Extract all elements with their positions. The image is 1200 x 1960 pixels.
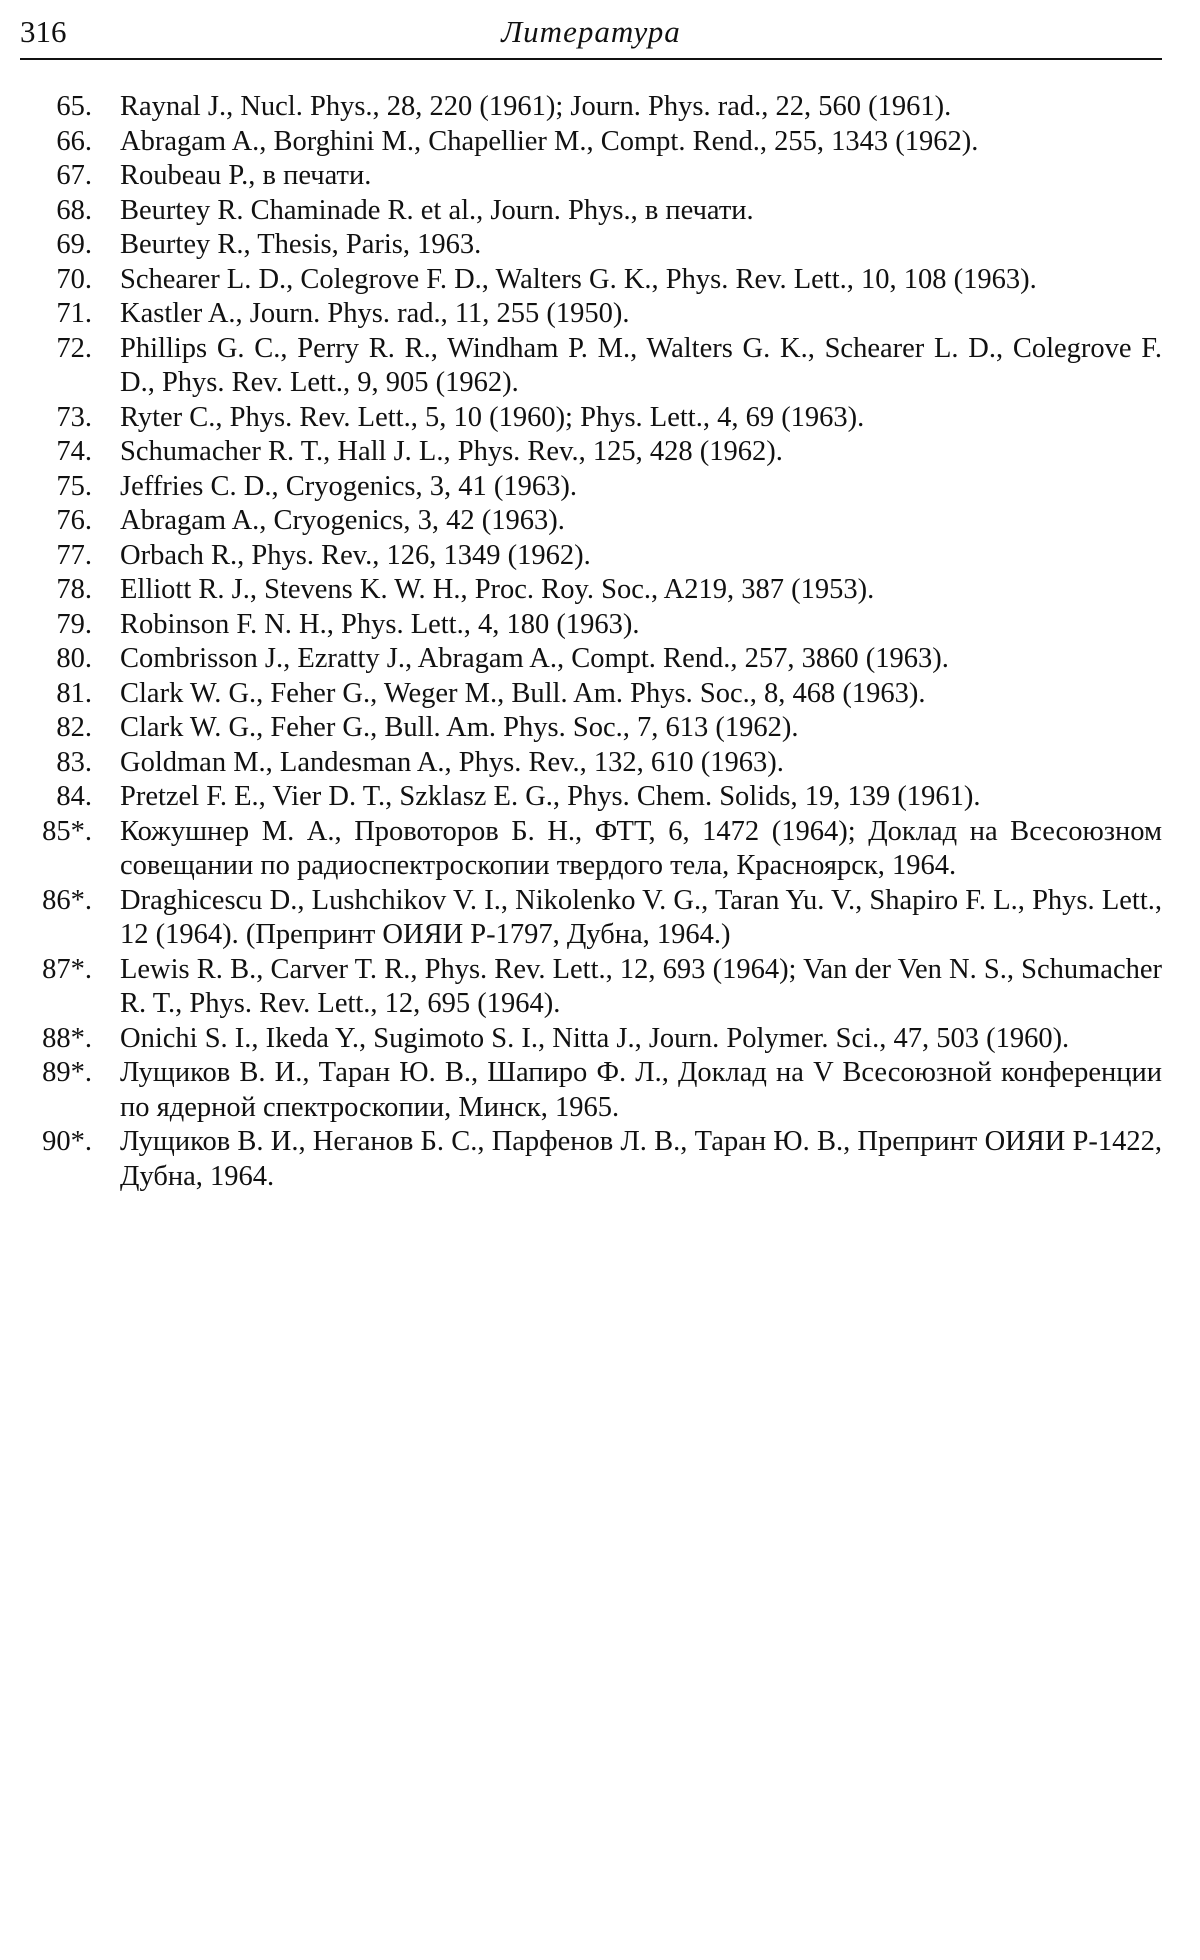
reference-number: 77.: [56, 539, 92, 571]
reference-entry: [0, 780, 1200, 815]
reference-text: Clark W. G., Feher G., Weger M., Bull. Am. Phys. Soc., 8, 468 (1963).: [120, 677, 926, 709]
reference-number: 69.: [56, 229, 92, 260]
reference-number: 87*.: [42, 953, 92, 985]
reference-number: 71.: [56, 298, 92, 329]
reference-number: 88*.: [42, 1022, 92, 1054]
reference-entry: [0, 1022, 1200, 1057]
reference-text: Elliott R. J., Stevens K. W. H., Proc. Roy. Soc., A219, 387 (1953).: [120, 574, 875, 605]
reference-number: 66.: [56, 125, 92, 157]
reference-number: 76.: [56, 505, 92, 536]
reference-text: Schearer L. D., Colegrove F. D., Walters G. K., Phys. Rev. Lett., 10, 108 (1963).: [120, 263, 1037, 295]
page-header: [20, 8, 1162, 60]
reference-text: Combrisson J., Ezratty J., Abragam A., Compt. Rend., 257, 3860 (1963).: [120, 643, 949, 674]
reference-entry: [0, 1056, 1200, 1125]
reference-text: Onichi S. I., Ikeda Y., Sugimoto S. I., Nitta J., Journ. Polymer. Sci., 47, 503 (1960).: [120, 1022, 1070, 1054]
reference-number: 80.: [56, 643, 92, 674]
reference-entry: [0, 608, 1200, 643]
reference-entry: [0, 884, 1200, 953]
reference-text: Clark W. G., Feher G., Bull. Am. Phys. Soc., 7, 613 (1962).: [120, 712, 799, 743]
reference-text: Beurtey R., Thesis, Paris, 1963.: [120, 229, 482, 260]
reference-number: 85*.: [42, 815, 92, 847]
reference-text: Abragam A., Cryogenics, 3, 42 (1963).: [120, 505, 565, 536]
reference-text: Orbach R., Phys. Rev., 126, 1349 (1962).: [120, 539, 591, 571]
reference-entry: [0, 228, 1200, 263]
running-title: Литература: [501, 14, 681, 49]
reference-text: Abragam A., Borghini M., Chapellier M., Compt. Rend., 255, 1343 (1962).: [120, 125, 979, 157]
reference-entry: [0, 953, 1200, 1022]
reference-number: 79.: [56, 608, 92, 640]
reference-number: 90*.: [42, 1126, 92, 1157]
reference-number: 74.: [56, 436, 92, 467]
reference-text: Kastler A., Journ. Phys. rad., 11, 255 (1950).: [120, 298, 630, 329]
reference-entry: [0, 263, 1200, 298]
reference-number: 73.: [56, 401, 92, 433]
reference-entry: [0, 815, 1200, 884]
reference-text: Schumacher R. T., Hall J. L., Phys. Rev., 125, 428 (1962).: [120, 436, 783, 467]
reference-entry: [0, 125, 1200, 160]
reference-number: 84.: [56, 781, 92, 812]
reference-entry: [0, 90, 1200, 125]
reference-text: Goldman M., Landesman A., Phys. Rev., 132, 610 (1963).: [120, 746, 784, 778]
reference-text: Roubeau P., в печати.: [120, 160, 372, 191]
reference-entry: [0, 194, 1200, 229]
reference-number: 78.: [56, 574, 92, 605]
reference-number: 83.: [56, 746, 92, 778]
reference-text: Beurtey R. Chaminade R. et al., Journ. Phys., в печати.: [120, 194, 754, 226]
reference-number: 72.: [56, 332, 92, 364]
reference-number: 81.: [56, 677, 92, 709]
reference-text: Лущиков В. И., Неганов Б. С., Парфенов Л. В., Таран Ю. В., Препринт ОИЯИ Р-1422, Дубна, 1964.: [120, 1126, 1162, 1192]
reference-text: Lewis R. B., Carver T. R., Phys. Rev. Lett., 12, 693 (1964); Van der Ven N. S., Schumacher R. T., Phys. Rev. Lett., 12, 695 (1964).: [120, 953, 1162, 1019]
reference-entry: [0, 470, 1200, 505]
reference-entry: [0, 504, 1200, 539]
reference-number: 86*.: [42, 884, 92, 916]
reference-entry: [0, 677, 1200, 712]
reference-number: 65.: [56, 91, 92, 122]
reference-entry: [0, 332, 1200, 401]
reference-entry: [0, 401, 1200, 436]
reference-text: Draghicescu D., Lushchikov V. I., Nikolenko V. G., Taran Yu. V., Shapiro F. L., Phys. Lett., 12 (1964). (Препринт ОИЯИ Р-1797, Дубна, 1964.): [120, 884, 1162, 950]
reference-text: Кожушнер М. А., Провоторов Б. Н., ФТТ, 6, 1472 (1964); Доклад на Всесоюзном совещании по радиоспектроскопии твердого тела, Красноярск, 1964.: [120, 815, 1162, 881]
reference-list: [0, 90, 1200, 1194]
reference-text: Robinson F. N. H., Phys. Lett., 4, 180 (1963).: [120, 608, 640, 640]
reference-text: Ryter C., Phys. Rev. Lett., 5, 10 (1960); Phys. Lett., 4, 69 (1963).: [120, 401, 865, 433]
reference-entry: [0, 711, 1200, 746]
reference-text: Pretzel F. E., Vier D. T., Szklasz E. G., Phys. Chem. Solids, 19, 139 (1961).: [120, 781, 981, 812]
reference-entry: [0, 746, 1200, 781]
reference-entry: [0, 297, 1200, 332]
reference-number: 70.: [56, 263, 92, 295]
reference-number: 75.: [56, 470, 92, 502]
reference-entry: [0, 539, 1200, 574]
reference-text: Phillips G. C., Perry R. R., Windham P. M., Walters G. K., Schearer L. D., Colegrove F. D., Phys. Rev. Lett., 9, 905 (1962).: [120, 332, 1162, 398]
reference-entry: [0, 573, 1200, 608]
reference-text: Raynal J., Nucl. Phys., 28, 220 (1961); Journ. Phys. rad., 22, 560 (1961).: [120, 91, 952, 122]
reference-number: 89*.: [42, 1057, 92, 1088]
reference-number: 68.: [56, 194, 92, 226]
reference-number: 82.: [56, 712, 92, 743]
reference-entry: [0, 642, 1200, 677]
reference-entry: [0, 159, 1200, 194]
page-number: 316: [20, 14, 67, 49]
reference-text: Лущиков В. И., Таран Ю. В., Шапиро Ф. Л., Доклад на V Всесоюзной конференции по ядерной спектроскопии, Минск, 1965.: [120, 1057, 1162, 1123]
reference-text: Jeffries C. D., Cryogenics, 3, 41 (1963).: [120, 470, 577, 502]
reference-entry: [0, 435, 1200, 470]
reference-number: 67.: [56, 160, 92, 191]
reference-entry: [0, 1125, 1200, 1194]
